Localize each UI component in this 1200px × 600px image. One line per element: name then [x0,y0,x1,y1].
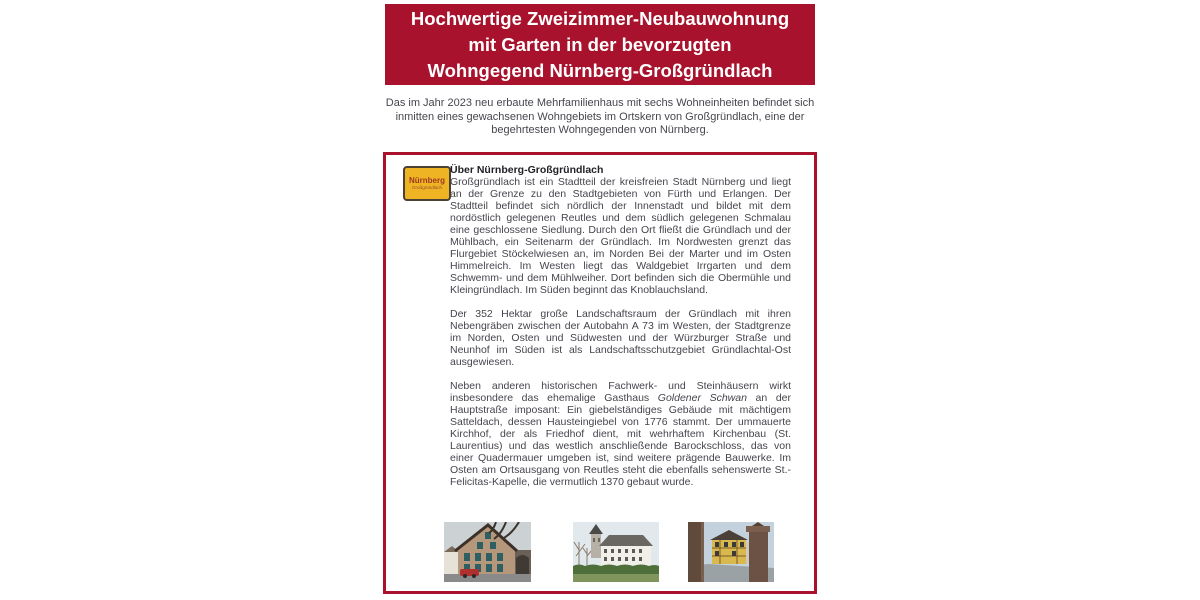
town-sign-city: Nürnberg [409,176,445,185]
about-paragraph-3 [450,380,791,488]
about-paragraph-2: Der 352 Hektar große Landschaftsraum der Gründlach mit ihren Nebengräben zwischen der Autobahn A 73 im Westen, der Stadtgrenze im Norden, Osten und Südwesten und der Würzburger Straße und Neunhof im Süden ist als Landschaftsschutzgebiet Gründlachtal-Ost ausgewiesen. [450,308,791,368]
about-paragraph-3-after: an der Hauptstraße imposant: Ein giebelständiges Gebäude mit mächtigem Satteldach, dessen Hausteingiebel von 1776 stammt. Der ummauerte Kirchhof, der als Friedhof dient, mit wehrhaftem Kirchenbau (St. Laurentius) und das westlich anschließende Barockschloss, das von einer Quadermauer umgeben ist, sind weitere prägende Bauwerke. Im Osten am Ortsausgang von Reutles steht die ebenfalls sehenswerte St.-Felicitas-Kapelle, die vermutlich 1370 gebaut wurde. [450,392,791,488]
town-sign-district: Großgründlach [411,185,442,190]
town-sign-icon [403,166,451,201]
intro-paragraph: Das im Jahr 2023 neu erbaute Mehrfamilienhaus mit sechs Wohneinheiten befindet sich inmitten eines gewachsenen Wohngebiets im Ortskern von Großgründlach, eine der begehrtesten Wohngegenden von Nürnberg. [385,97,815,136]
schloss-photo-graphic [573,522,659,582]
about-paragraph-3-italic: Goldener Schwan [657,392,747,404]
about-info-box [383,152,817,594]
gasthaus-photo-graphic [444,522,531,582]
about-paragraph-1: Großgründlach ist ein Stadtteil der kreisfreien Stadt Nürnberg und liegt an der Grenze zu den Stadtgebieten von Fürth und Erlangen. Der Stadtteil befindet sich nördlich der Innenstadt und bildet mit dem nordöstlich gelegenen Reutles und dem südlich gelegenen Schmalau eine geschlossene Siedlung. Durch den Ort fließt die Gründlach und der Mühlbach, ein Seitenarm der Gründlach. Im Nordwesten grenzt das Flurgebiet Stöckelwiesen an, im Norden Bei der Marter und im Osten Himmelreich. Im Westen liegt das Waldgebiet Irrgarten und dem Schwemm- und dem Mühlweiher. Dort befinden sich die Obermühle und Kleingründlach. Im Süden beginnt das Knoblauchsland. [450,176,791,296]
title-line-3: Wohngegend Nürnberg-Großgründlach [427,59,773,81]
about-text-column [450,164,791,488]
torpfeiler-photo-graphic [688,522,774,582]
title-line-2: mit Garten in der bevorzugten [468,33,732,55]
listing-title-banner [385,4,815,85]
torpfeiler-ortseingang-photo [688,522,774,582]
about-heading: Über Nürnberg-Großgründlach [450,164,604,176]
about-paragraph-3-before: Neben anderen historischen Fachwerk- und Steinhäusern wirkt insbesondere das ehemalige Gasthaus [450,380,791,404]
gasthaus-goldener-schwan-photo [444,522,531,582]
title-line-1: Hochwertige Zweizimmer-Neubauwohnung [410,7,790,29]
barockschloss-photo [573,522,659,582]
